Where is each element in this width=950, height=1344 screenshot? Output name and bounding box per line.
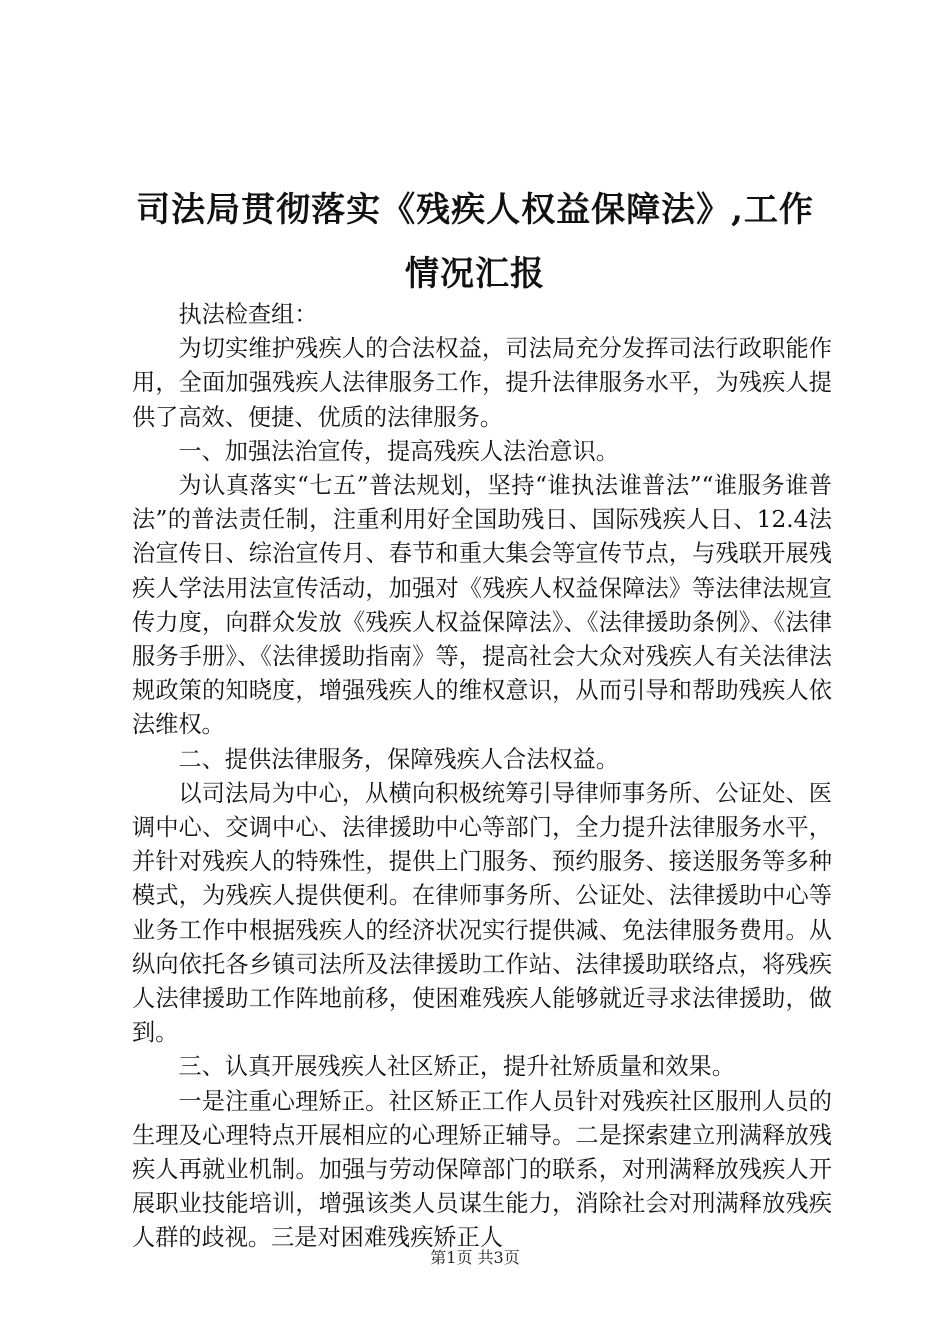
paragraph-section-1: 为认真落实“七五”普法规划，坚持“谁执法谁普法”“谁服务谁普法”的普法责任制，注重利用好全国助残日、国际残疾人日、12.4法治宣传日、综治宣传月、春节和重大集会等宣传节点，与残联开展残疾人学法用法宣传活动，加强对《残疾人权益保障法》等法律法规宣传力度，向群众发放《残疾人权益保障法》、《法律援助条例》、《法律服务手册》、《法律援助指南》等，提高社会大众对残疾人有关法律法规政策的知晓度，增强残疾人的维权意识，从而引导和帮助残疾人依法维权。 — [132, 472, 832, 739]
page-number-footer: 第1页 共3页 — [430, 1248, 520, 1267]
section-heading-3: 三、认真开展残疾人社区矫正，提升社矫质量和效果。 — [178, 1053, 735, 1081]
title-line-1: 司法局贯彻落实《残疾人权益保障法》,工作 — [136, 190, 814, 230]
title-line-2: 情况汇报 — [405, 254, 545, 294]
document-title — [120, 178, 830, 306]
document-body — [132, 298, 832, 1256]
section-heading-2: 二、提供法律服务，保障残疾人合法权益。 — [178, 745, 619, 773]
salutation: 执法检查组： — [178, 301, 318, 328]
section-heading-1: 一、加强法治宣传，提高残疾人法治意识。 — [178, 437, 619, 465]
paragraph-section-2: 以司法局为中心，从横向积极统筹引导律师事务所、公证处、医调中心、交调中心、法律援助中心等部门，全力提升法律服务水平，并针对残疾人的特殊性，提供上门服务、预约服务、接送服务等多种模式，为残疾人提供便利。在律师事务所、公证处、法律援助中心等业务工作中根据残疾人的经济状况实行提供减、免法律服务费用。从纵向依托各乡镇司法所及法律援助工作站、法律援助联络点，将残疾人法律援助工作阵地前移，使困难残疾人能够就近寻求法律援助，做到。 — [132, 779, 832, 1047]
paragraph-intro: 为切实维护残疾人的合法权益，司法局充分发挥司法行政职能作用，全面加强残疾人法律服务工作，提升法律服务水平，为残疾人提供了高效、便捷、优质的法律服务。 — [132, 335, 832, 431]
paragraph-section-3: 一是注重心理矫正。社区矫正工作人员针对残疾社区服刑人员的生理及心理特点开展相应的心理矫正辅导。二是探索建立刑满释放残疾人再就业机制。加强与劳动保障部门的联系，对刑满释放残疾人开展职业技能培训，增强该类人员谋生能力，消除社会对刑满释放残疾人群的歧视。三是对困难残疾矫正人 — [132, 1087, 832, 1252]
